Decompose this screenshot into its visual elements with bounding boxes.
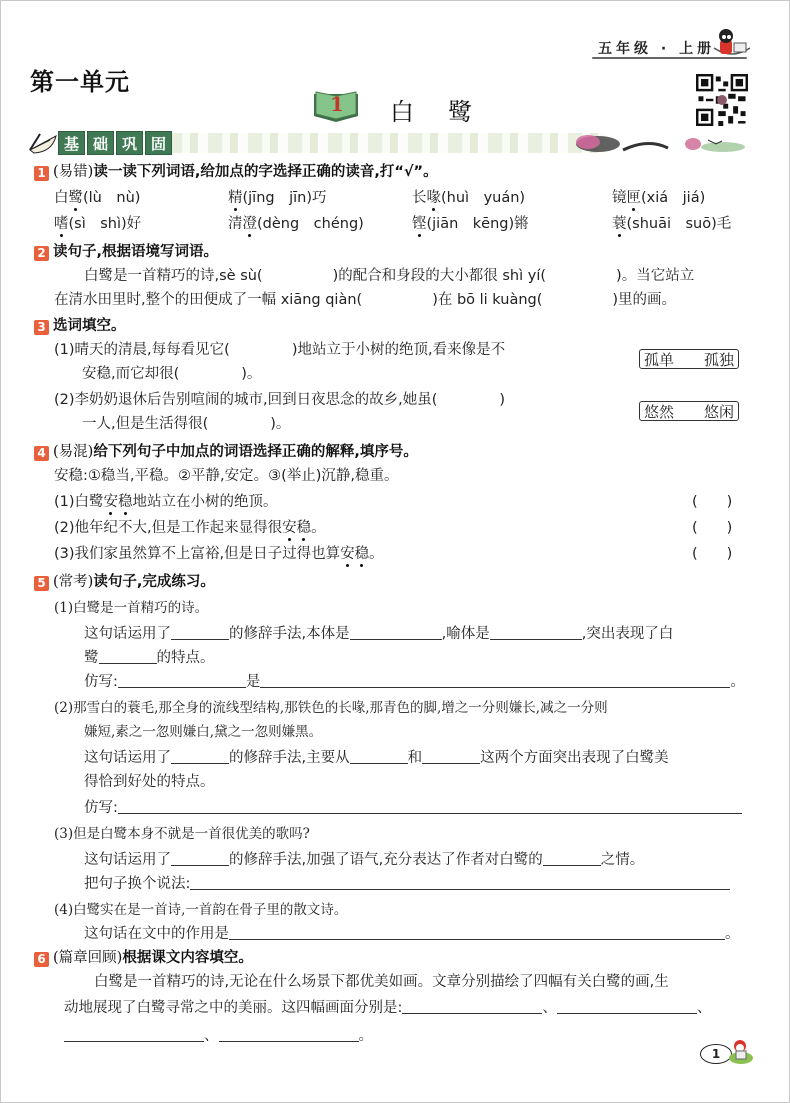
text: 把句子换个说法: bbox=[84, 876, 191, 892]
pinyin-options: (dèng chéng) bbox=[257, 216, 364, 232]
dotted-char: 鹭 bbox=[68, 190, 83, 206]
grade-label: 五年级 · 上册 bbox=[598, 41, 716, 57]
text: 是 bbox=[245, 674, 261, 690]
pinyin-choice-item[interactable] bbox=[412, 186, 525, 207]
dotted-char: 安 bbox=[340, 546, 355, 562]
text: 、 bbox=[204, 1028, 219, 1044]
qr-code-icon[interactable] bbox=[696, 74, 748, 126]
word-char: 巧 bbox=[312, 190, 327, 206]
text: )里的画。 bbox=[612, 292, 677, 308]
answer-blank[interactable] bbox=[402, 999, 542, 1014]
word-char: 镜 bbox=[612, 190, 627, 206]
pinyin-options: (shuāi suō) bbox=[626, 216, 717, 232]
question-prompt: 给下列句子中加点的词语选择正确的解释,填序号。 bbox=[93, 444, 418, 460]
text: (1)晴天的清晨,每每看见它( bbox=[54, 342, 230, 358]
dotted-char: 匣 bbox=[626, 190, 641, 206]
q3-sentence-2-line-2 bbox=[82, 412, 290, 433]
q3-sentence-2-line-1 bbox=[54, 388, 505, 409]
answer-blank[interactable] bbox=[260, 673, 730, 688]
text: )。 bbox=[241, 366, 262, 382]
page-number: 1 bbox=[700, 1044, 732, 1064]
pinyin-choice-item[interactable] bbox=[228, 212, 364, 233]
word-char: 毛 bbox=[716, 216, 732, 232]
q5-sentence-4: (4)白鹭实在是一首诗,一首韵在骨子里的散文诗。 bbox=[54, 902, 348, 918]
text: ) bbox=[499, 392, 506, 408]
q4-item bbox=[54, 516, 326, 537]
dotted-char: 安 bbox=[103, 494, 119, 510]
q5-2-imitate-line bbox=[84, 796, 742, 817]
question-number-badge: 6 bbox=[34, 952, 49, 967]
pinyin-options: (sì shì) bbox=[68, 216, 127, 232]
dotted-char: 稳 bbox=[118, 494, 133, 510]
dotted-char: 精 bbox=[228, 190, 243, 206]
pinyin-options: (lù nù) bbox=[83, 190, 141, 206]
word-char: 清 bbox=[228, 216, 243, 232]
question-tag: (易混) bbox=[53, 444, 94, 460]
pinyin-options: (huì yuán) bbox=[441, 190, 526, 206]
dotted-char: 稳 bbox=[296, 520, 312, 536]
lotus-ink-painting-icon bbox=[568, 130, 748, 154]
answer-parentheses[interactable]: ( ) bbox=[692, 494, 733, 510]
word-choice-box-2 bbox=[639, 401, 739, 421]
reading-mascot-icon bbox=[712, 28, 752, 58]
q6-passage-line-2 bbox=[64, 996, 711, 1017]
text: )在 bō li kuàng( bbox=[432, 292, 543, 308]
text: (1)白鹭 bbox=[54, 494, 104, 510]
text: 这句话运用了 bbox=[84, 852, 171, 868]
text: 鹭 bbox=[84, 650, 99, 666]
dotted-char: 嗜 bbox=[54, 216, 69, 232]
pinyin-choice-item[interactable] bbox=[612, 186, 705, 207]
section-tile: 巩 bbox=[116, 131, 143, 155]
q2-passage-line-1 bbox=[84, 264, 694, 285]
question-4-heading bbox=[34, 440, 418, 461]
question-prompt: 读句子,完成练习。 bbox=[93, 574, 215, 590]
q5-1-answer-line-1 bbox=[84, 622, 673, 643]
text: ,喻体是 bbox=[441, 626, 490, 642]
answer-blank[interactable] bbox=[422, 749, 480, 764]
text: 。 bbox=[358, 1028, 373, 1044]
text: 之情。 bbox=[600, 852, 645, 868]
choice-word: 悠然 bbox=[644, 402, 675, 421]
question-number-badge: 5 bbox=[34, 576, 49, 591]
text: (3)我们家虽然算不上富裕,但是日子过得也算 bbox=[54, 546, 341, 562]
definition-line: 安稳:①稳当,平稳。②平静,安定。③(举止)沉静,稳重。 bbox=[54, 468, 399, 484]
word-char: 白 bbox=[54, 190, 69, 206]
dotted-char: 稳 bbox=[354, 546, 370, 562]
q5-sentence-2-line-1: (2)那雪白的蓑毛,那全身的流线型结构,那铁色的长喙,那青色的脚,增之一分则嫌长,减之一分则 bbox=[54, 700, 608, 716]
decorative-cloud-pattern bbox=[168, 133, 608, 153]
pinyin-options: (jiān kēng) bbox=[426, 216, 515, 232]
answer-blank[interactable] bbox=[219, 1027, 359, 1042]
section-tile: 础 bbox=[87, 131, 114, 155]
unit-title: 第一单元 bbox=[30, 68, 130, 96]
q6-passage-line-1: 白鹭是一首精巧的诗,无论在什么场景下都优美如画。文章分别描绘了四幅有关白鹭的画,生 bbox=[94, 974, 669, 990]
answer-blank[interactable] bbox=[557, 999, 697, 1014]
text: ,突出表现了白 bbox=[581, 626, 674, 642]
lesson-title: 白鹭 bbox=[390, 98, 506, 126]
text: 的特点。 bbox=[156, 650, 215, 666]
section-tile: 固 bbox=[145, 131, 172, 155]
word-choice-box-1 bbox=[639, 349, 739, 369]
question-tag: (篇章回顾) bbox=[53, 950, 123, 966]
text: 一人,但是生活得很( bbox=[82, 416, 209, 432]
question-1-heading bbox=[34, 160, 438, 181]
pinyin-options: (xiá jiá) bbox=[641, 190, 706, 206]
question-number-badge: 4 bbox=[34, 446, 49, 461]
text: 、 bbox=[542, 1000, 557, 1016]
answer-blank[interactable] bbox=[171, 625, 229, 640]
dotted-char: 铿 bbox=[412, 216, 427, 232]
question-3-heading bbox=[34, 314, 126, 335]
text: )的配合和身段的大小都很 shì yí( bbox=[332, 268, 547, 284]
question-prompt: 读句子,根据语境写词语。 bbox=[53, 244, 219, 260]
question-tag: (常考) bbox=[53, 574, 94, 590]
text: 在清水田里时,整个的田便成了一幅 xiāng qiàn( bbox=[54, 292, 363, 308]
q5-sentence-2-line-2: 嫌短,素之一忽则嫌白,黛之一忽则嫌黑。 bbox=[84, 724, 323, 740]
pinyin-choice-item[interactable] bbox=[412, 212, 529, 233]
text: 白鹭是一首精巧的诗,sè sù( bbox=[84, 268, 263, 284]
question-6-heading bbox=[34, 946, 253, 967]
q5-1-imitate-line bbox=[84, 670, 745, 691]
question-number-badge: 2 bbox=[34, 246, 49, 261]
pinyin-choice-item[interactable] bbox=[54, 212, 141, 233]
text: 的修辞手法,本体是 bbox=[229, 626, 350, 642]
pinyin-options: (jīng jīn) bbox=[242, 190, 313, 206]
q5-3-rewrite-line bbox=[84, 872, 730, 893]
answer-parentheses[interactable]: ( ) bbox=[692, 546, 733, 562]
choice-word: 悠闲 bbox=[703, 402, 734, 421]
answer-blank[interactable] bbox=[118, 799, 742, 814]
text: 仿写: bbox=[84, 674, 118, 690]
text: 的修辞手法,主要从 bbox=[229, 750, 350, 766]
word-char: 好 bbox=[126, 216, 142, 232]
answer-blank[interactable] bbox=[171, 749, 229, 764]
text: 。 bbox=[730, 674, 745, 690]
answer-parentheses[interactable]: ( ) bbox=[692, 520, 733, 536]
q5-4-answer-line bbox=[84, 922, 740, 943]
text: )地站立于小树的绝顶,看来像是不 bbox=[291, 342, 506, 358]
text: 的修辞手法,加强了语气,充分表达了作者对白鹭的 bbox=[229, 852, 543, 868]
text: )。 bbox=[270, 416, 291, 432]
answer-blank[interactable] bbox=[350, 625, 442, 640]
q4-item bbox=[54, 542, 384, 563]
text: 。 bbox=[311, 520, 326, 536]
q5-2-answer-line-1 bbox=[84, 746, 669, 767]
question-tag: (易错) bbox=[53, 164, 94, 180]
text: 、 bbox=[696, 1000, 712, 1016]
answer-blank[interactable] bbox=[64, 1027, 204, 1042]
text: 这句话在文中的作用是 bbox=[84, 926, 229, 942]
q5-1-answer-line-2 bbox=[84, 646, 215, 667]
q3-sentence-1-line-1 bbox=[54, 338, 505, 359]
section-tile: 基 bbox=[58, 131, 85, 155]
dotted-char: 澄 bbox=[242, 216, 257, 232]
text: 这句话运用了 bbox=[84, 626, 171, 642]
choice-word: 孤独 bbox=[703, 350, 734, 369]
q6-passage-line-3 bbox=[64, 1024, 373, 1045]
answer-blank[interactable] bbox=[171, 851, 229, 866]
answer-blank[interactable] bbox=[490, 625, 582, 640]
question-prompt: 根据课文内容填空。 bbox=[122, 950, 253, 966]
text: 安稳,而它却很( bbox=[82, 366, 180, 382]
q3-sentence-1-line-2 bbox=[82, 362, 261, 383]
answer-blank[interactable] bbox=[118, 673, 246, 688]
q5-sentence-1: (1)白鹭是一首精巧的诗。 bbox=[54, 600, 209, 616]
question-number-badge: 3 bbox=[34, 320, 49, 335]
dotted-char: 蓑 bbox=[612, 216, 627, 232]
dotted-char: 安 bbox=[282, 520, 297, 536]
text: 这两个方面突出表现了白鹭美 bbox=[480, 750, 669, 766]
q4-item bbox=[54, 490, 278, 511]
answer-blank[interactable] bbox=[543, 851, 601, 866]
text: 这句话运用了 bbox=[84, 750, 171, 766]
text: (2)李奶奶退休后告别喧闹的城市,回到日夜思念的故乡,她虽( bbox=[54, 392, 438, 408]
pinyin-choice-item[interactable] bbox=[54, 186, 140, 207]
question-prompt: 读一读下列词语,给加点的字选择正确的读音,打“√”。 bbox=[93, 164, 438, 180]
text: 动地展现了白鹭寻常之中的美丽。这四幅画面分别是: bbox=[64, 1000, 403, 1016]
q2-passage-line-2 bbox=[54, 288, 676, 309]
word-char: 锵 bbox=[514, 216, 529, 232]
question-prompt: 选词填空。 bbox=[53, 318, 126, 334]
question-number-badge: 1 bbox=[34, 166, 49, 181]
pinyin-choice-item[interactable] bbox=[228, 186, 327, 207]
question-2-heading bbox=[34, 240, 218, 261]
folding-fan-icon bbox=[28, 130, 58, 154]
answer-blank[interactable] bbox=[350, 749, 408, 764]
dotted-char: 喙 bbox=[426, 190, 441, 206]
text: 。 bbox=[369, 546, 384, 562]
page-mascot-icon bbox=[726, 1036, 756, 1066]
text: 地站立在小树的绝顶。 bbox=[132, 494, 278, 510]
q5-3-answer-line-1 bbox=[84, 848, 644, 869]
choice-word: 孤单 bbox=[644, 350, 675, 369]
answer-blank[interactable] bbox=[229, 925, 725, 940]
pinyin-choice-item[interactable] bbox=[612, 212, 731, 233]
question-5-heading bbox=[34, 570, 215, 591]
answer-blank[interactable] bbox=[190, 875, 730, 890]
answer-blank[interactable] bbox=[99, 649, 157, 664]
section-title-basics bbox=[58, 131, 172, 155]
text: 和 bbox=[407, 750, 423, 766]
text: )。当它站立 bbox=[616, 268, 695, 284]
text: 。 bbox=[725, 926, 740, 942]
lesson-number: 1 bbox=[330, 92, 344, 116]
text: (2)他年纪不大,但是工作起来显得很 bbox=[54, 520, 283, 536]
word-char: 长 bbox=[412, 190, 427, 206]
q5-2-answer-line-2: 得恰到好处的特点。 bbox=[84, 774, 215, 790]
q5-sentence-3: (3)但是白鹭本身不就是一首很优美的歌吗? bbox=[54, 826, 310, 842]
text: 仿写: bbox=[84, 800, 118, 816]
